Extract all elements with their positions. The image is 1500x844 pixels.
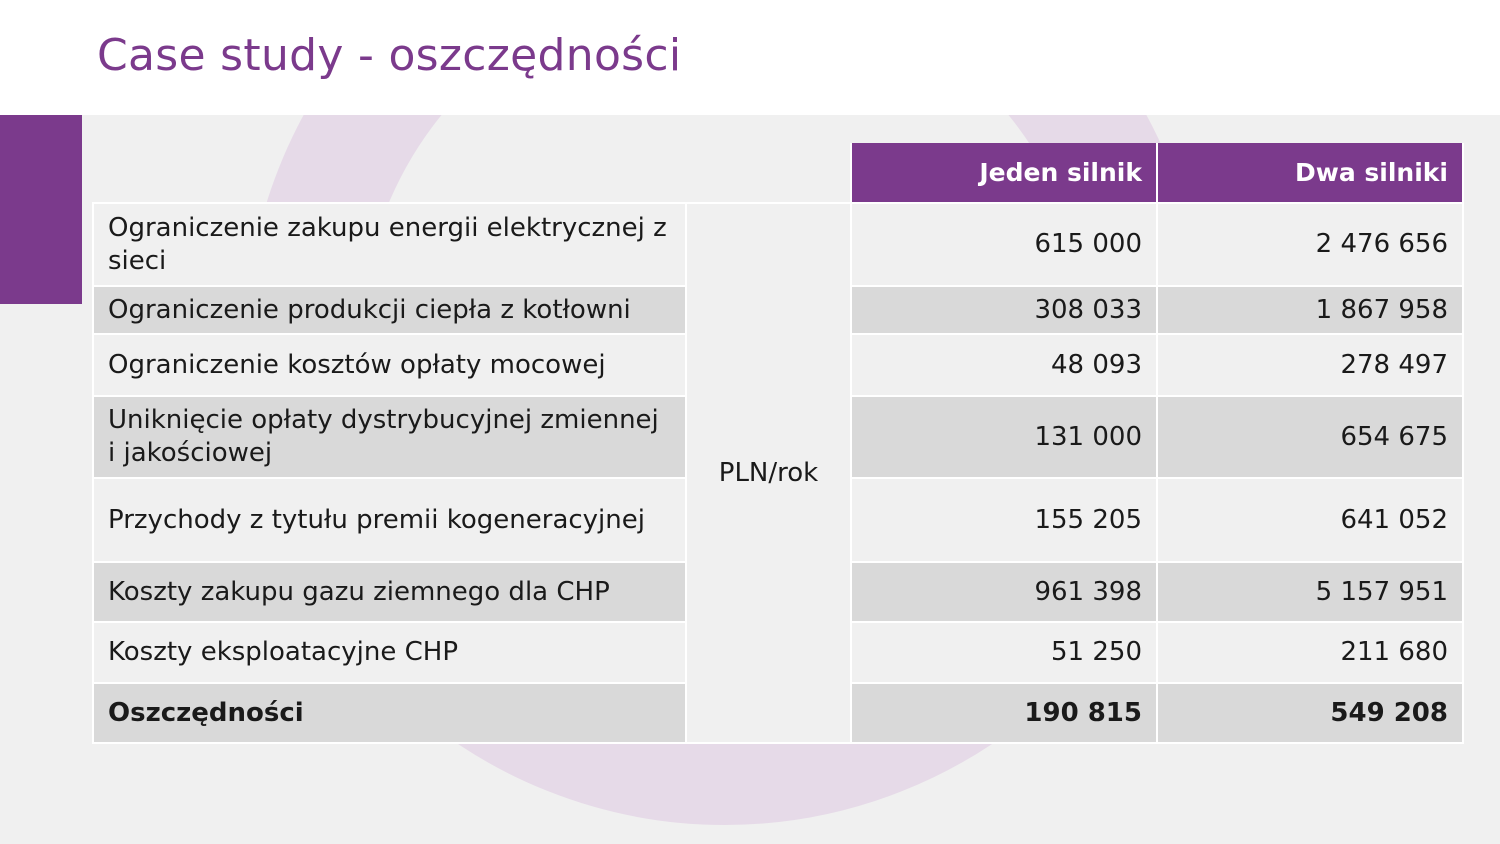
table-row [93, 203, 1463, 286]
value-jeden: 308 033 [851, 286, 1157, 334]
row-label: Przychody z tytułu premii kogeneracyjnej [93, 478, 686, 562]
unit-cell: PLN/rok [686, 203, 851, 743]
value-dwa: 5 157 951 [1157, 562, 1463, 622]
total-jeden: 190 815 [851, 683, 1157, 743]
value-jeden: 48 093 [851, 334, 1157, 396]
header-jeden-silnik: Jeden silnik [851, 143, 1157, 203]
total-label: Oszczędności [93, 683, 686, 743]
table-header-row [93, 143, 1463, 203]
slide-content [0, 115, 1500, 844]
value-dwa: 211 680 [1157, 622, 1463, 683]
row-label: Koszty zakupu gazu ziemnego dla CHP [93, 562, 686, 622]
value-dwa: 278 497 [1157, 334, 1463, 396]
total-dwa: 549 208 [1157, 683, 1463, 743]
row-label: Ograniczenie zakupu energii elektrycznej z sieci [93, 203, 686, 286]
value-jeden: 615 000 [851, 203, 1157, 286]
value-jeden: 51 250 [851, 622, 1157, 683]
value-dwa: 1 867 958 [1157, 286, 1463, 334]
header-dwa-silniki: Dwa silniki [1157, 143, 1463, 203]
value-jeden: 961 398 [851, 562, 1157, 622]
row-label: Ograniczenie produkcji ciepła z kotłowni [93, 286, 686, 334]
value-dwa: 641 052 [1157, 478, 1463, 562]
row-label: Ograniczenie kosztów opłaty mocowej [93, 334, 686, 396]
value-dwa: 654 675 [1157, 396, 1463, 478]
header-spacer [93, 143, 851, 203]
page-title: Case study - oszczędności [97, 30, 682, 81]
accent-bar [0, 115, 82, 304]
value-jeden: 155 205 [851, 478, 1157, 562]
row-label: Koszty eksploatacyjne CHP [93, 622, 686, 683]
row-label: Uniknięcie opłaty dystrybucyjnej zmiennej i jakościowej [93, 396, 686, 478]
value-jeden: 131 000 [851, 396, 1157, 478]
value-dwa: 2 476 656 [1157, 203, 1463, 286]
savings-table [92, 143, 1464, 744]
